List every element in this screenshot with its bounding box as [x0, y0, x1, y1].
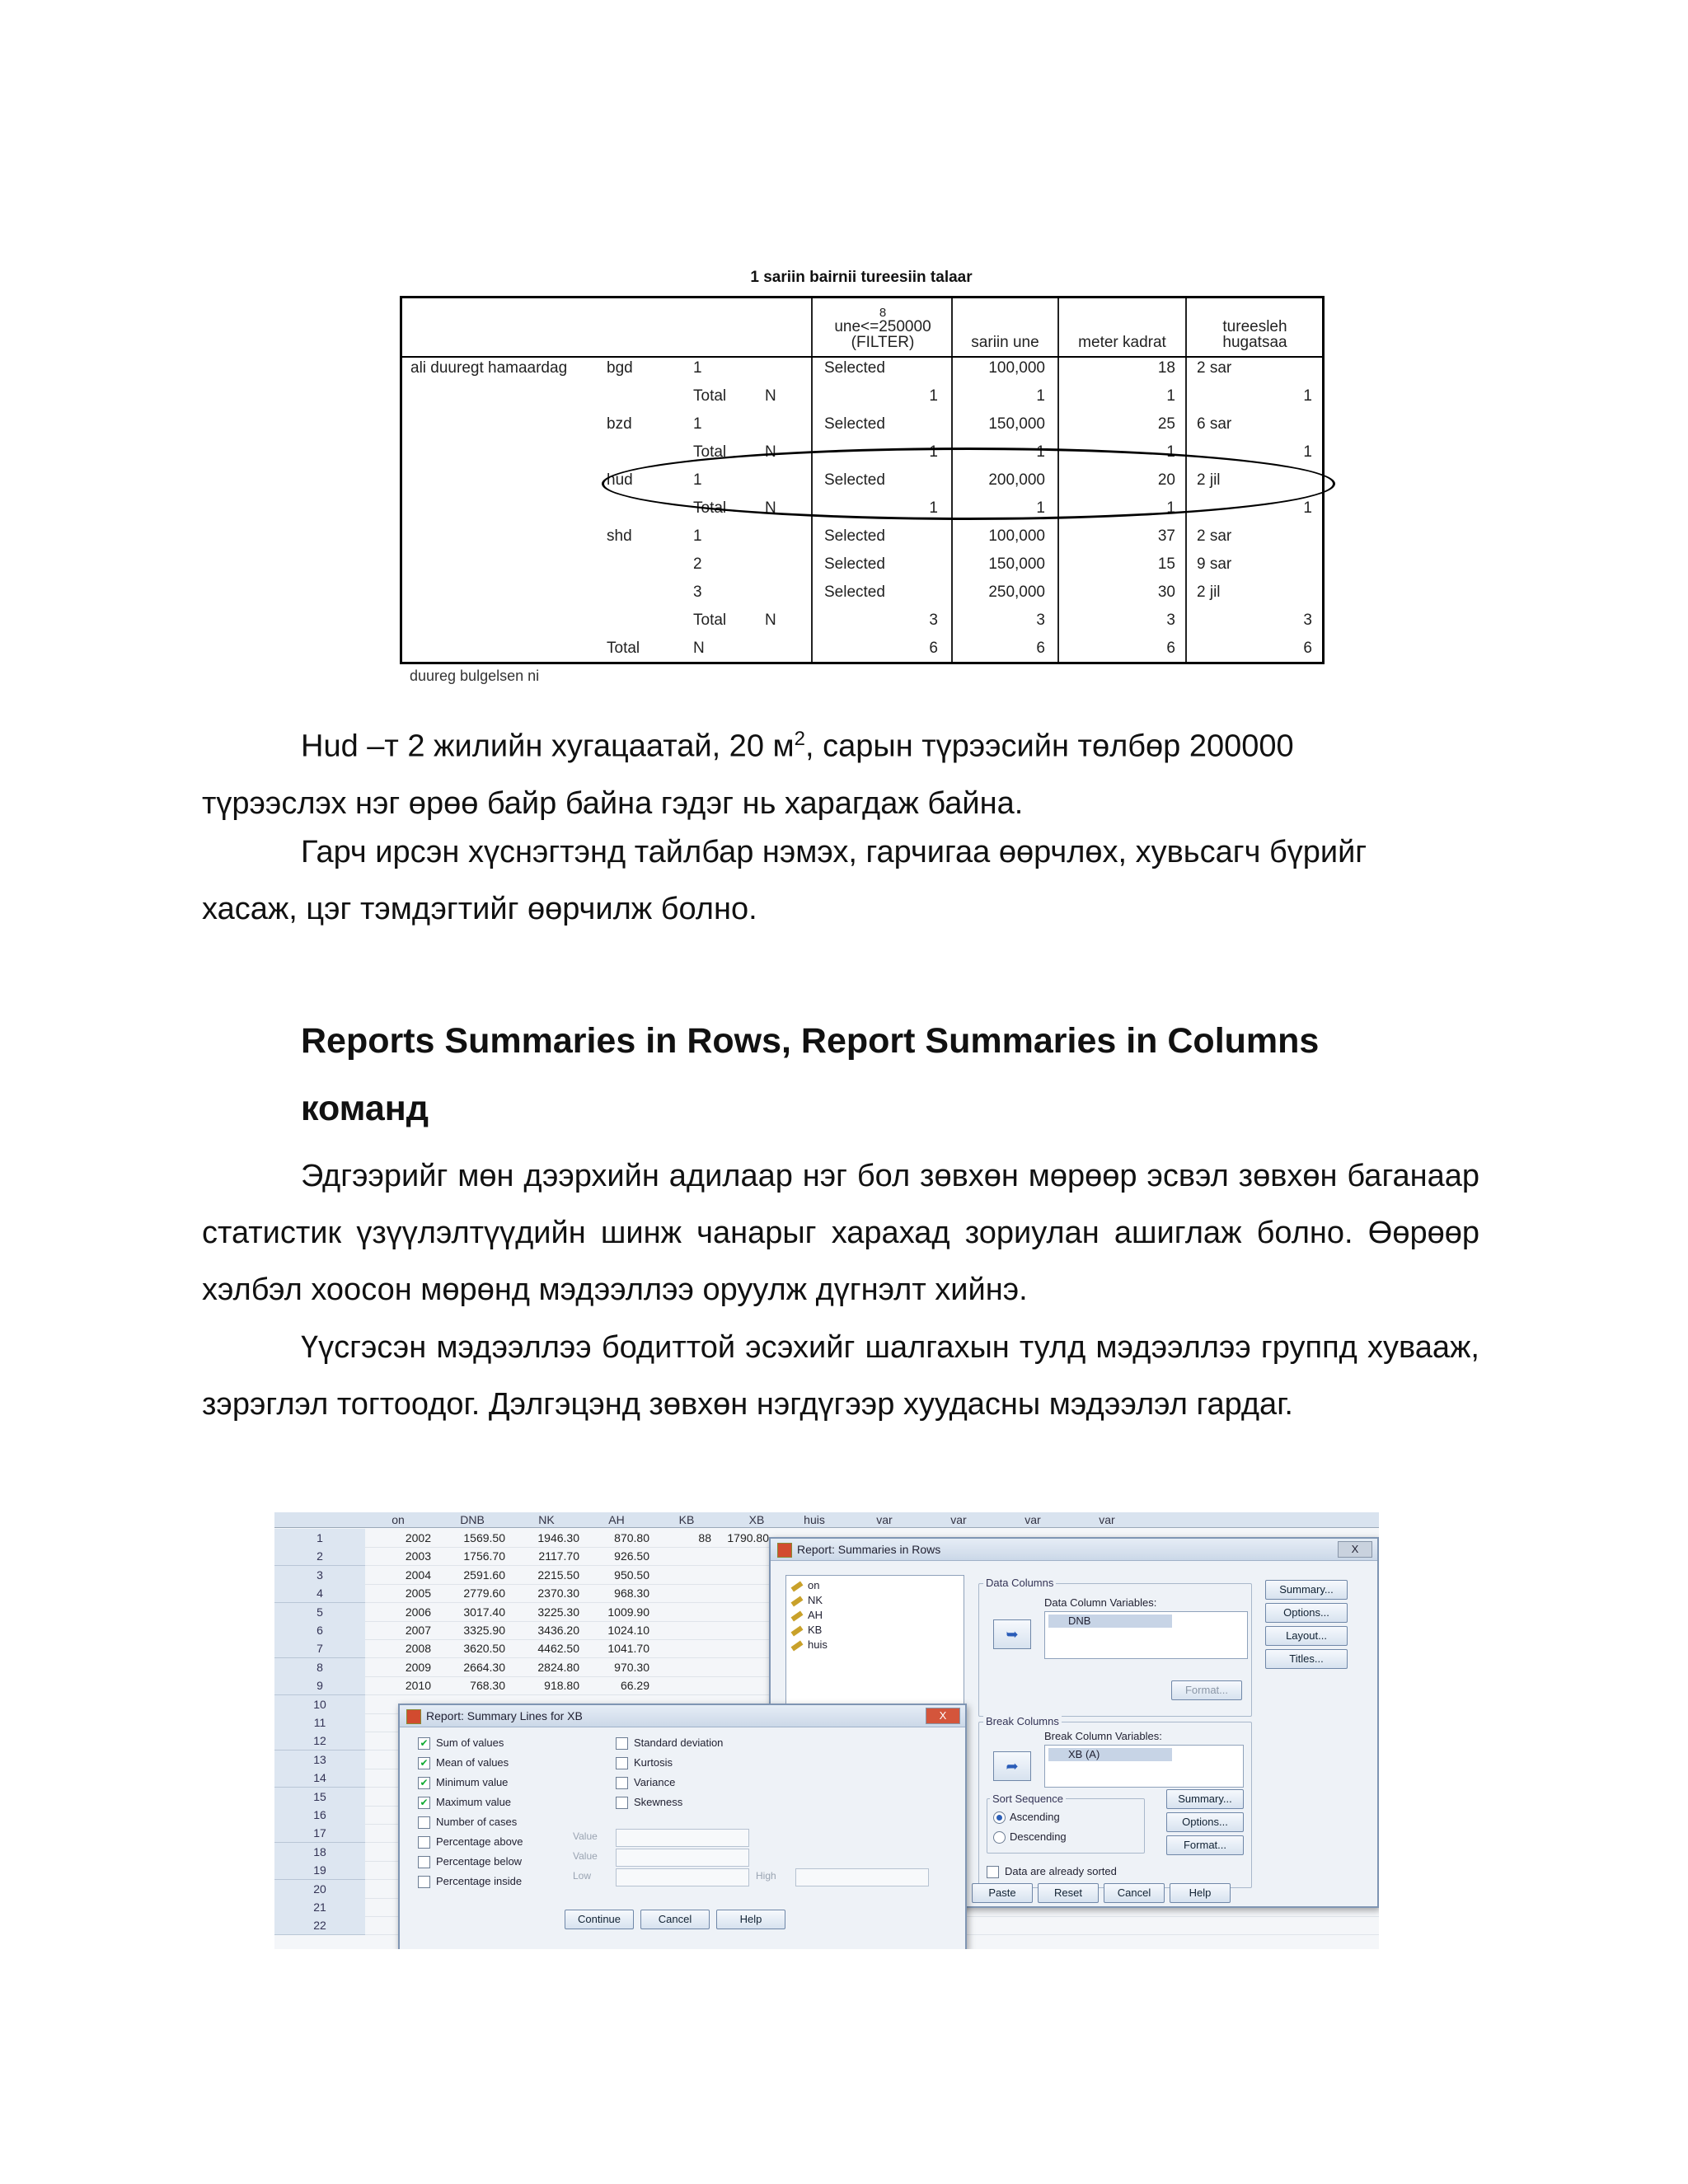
row-number[interactable]: 19: [274, 1861, 365, 1880]
cell-area: 37: [1157, 527, 1175, 545]
cell-area: 25: [1157, 415, 1175, 433]
cell-n: N: [765, 499, 776, 517]
cell-filter: Selected: [824, 415, 885, 433]
row-number[interactable]: 5: [274, 1603, 365, 1622]
cell-filter: Selected: [824, 527, 885, 545]
grid-cell[interactable]: 2117.70: [538, 1549, 579, 1563]
cell-price: 250,000: [988, 583, 1045, 601]
sort-sequence-label: Sort Sequence: [990, 1793, 1066, 1805]
cell-duration-n: 1: [1303, 443, 1312, 461]
grid-cell[interactable]: 4462.50: [537, 1642, 579, 1656]
summary-option-checkbox[interactable]: [616, 1756, 673, 1769]
summary-option-label: Number of cases: [436, 1816, 518, 1828]
summary-cancel-button[interactable]: Cancel: [640, 1910, 710, 1929]
summary-option-checkbox[interactable]: [418, 1816, 517, 1829]
descending-label: Descending: [1010, 1830, 1067, 1843]
cell-area: 30: [1157, 583, 1175, 601]
break-format-button[interactable]: Format...: [1166, 1835, 1244, 1855]
grid-cell[interactable]: 3325.90: [463, 1624, 505, 1637]
cell-filter: Selected: [824, 583, 885, 601]
row-number[interactable]: 11: [274, 1713, 365, 1732]
grid-cell[interactable]: 2003: [405, 1549, 431, 1563]
grid-cell[interactable]: 1009.90: [607, 1605, 649, 1619]
row-number[interactable]: 7: [274, 1639, 365, 1658]
break-options-button[interactable]: Options...: [1166, 1812, 1244, 1832]
summary-option-label: Kurtosis: [634, 1756, 673, 1769]
cell-n: N: [765, 612, 776, 629]
reset-button[interactable]: Reset: [1038, 1883, 1099, 1903]
row-number[interactable]: 21: [274, 1898, 365, 1917]
grid-column-header[interactable]: var: [1025, 1513, 1041, 1526]
grid-cell[interactable]: 2010: [405, 1679, 431, 1693]
row-number[interactable]: 16: [274, 1806, 365, 1825]
highlight-ellipse: [602, 448, 1335, 520]
move-to-data-columns-button[interactable]: ➥: [993, 1619, 1031, 1649]
summary-option-checkbox[interactable]: [418, 1875, 522, 1888]
sort-sequence-group: [987, 1798, 1145, 1854]
grid-cell[interactable]: 2824.80: [537, 1660, 579, 1674]
grid-cell[interactable]: 1946.30: [537, 1531, 579, 1544]
low-field[interactable]: [616, 1868, 749, 1886]
paragraph-2: [202, 824, 1479, 938]
row-number[interactable]: 13: [274, 1750, 365, 1769]
summary-option-label: Mean of values: [436, 1756, 509, 1769]
ascending-radio[interactable]: [993, 1811, 1060, 1824]
summary-option-checkbox[interactable]: [616, 1776, 675, 1789]
cell-filter: 6: [929, 640, 938, 657]
cell-case: Total: [693, 387, 727, 405]
grid-cell[interactable]: 870.80: [614, 1531, 649, 1544]
high-label: High: [756, 1870, 776, 1882]
report-title: 1 sariin bairnii tureesiin talaar: [750, 269, 973, 286]
header-price: sariin une: [971, 334, 1039, 351]
cell-district: bzd: [607, 415, 632, 433]
summary-option-label: Percentage above: [436, 1835, 523, 1848]
row-number[interactable]: 15: [274, 1788, 365, 1807]
summary-dialog-title: [400, 1705, 965, 1727]
descending-radio[interactable]: [993, 1830, 1067, 1844]
cancel-button[interactable]: Cancel: [1104, 1883, 1165, 1903]
row-number[interactable]: 3: [274, 1566, 365, 1585]
paragraph-3-text: Эдгээрийг мөн дээрхийн адилаар нэг бол зөвхөн мөрөөр эсвэл зөвхөн баганаар статистик үзүүлэлтүүдийн шинж чанарыг харахад зориулан ашиглаж болно. Өөрөөр хэлбэл хоосон мөрөнд мэдээллээ оруулж дүгнэлт хийнэ.: [202, 1159, 1479, 1307]
grid-cell[interactable]: 3017.40: [463, 1605, 505, 1619]
titles-button[interactable]: Titles...: [1265, 1649, 1348, 1669]
break-summary-button[interactable]: Summary...: [1166, 1789, 1244, 1809]
cell-area: 15: [1157, 555, 1175, 573]
summary-option-checkbox[interactable]: [616, 1736, 723, 1750]
paragraph-2-line-1: Гарч ирсэн хүснэгтэнд тайлбар нэмэх, гарчигаа өөрчлөх, хувьсагч бүрийг: [301, 835, 1367, 869]
grid-cell[interactable]: 2009: [405, 1660, 431, 1674]
close-button[interactable]: X: [1338, 1541, 1372, 1558]
dialog-title-text: Report: Summaries in Rows: [797, 1543, 941, 1556]
grid-column-header[interactable]: DNB: [460, 1513, 485, 1526]
cell-area: 18: [1157, 359, 1175, 377]
grid-cell[interactable]: 3436.20: [537, 1624, 579, 1637]
grid-cell[interactable]: 1041.70: [607, 1642, 649, 1656]
section-heading-line-2: команд: [301, 1089, 429, 1128]
variable-item[interactable]: KB: [808, 1624, 823, 1636]
format-button[interactable]: Format...: [1171, 1680, 1242, 1700]
cell-case: 1: [693, 359, 702, 377]
cell-n: N: [765, 443, 776, 461]
cell-duration: 6 sar: [1197, 415, 1232, 433]
cell-duration: 2 sar: [1197, 527, 1232, 545]
grid-column-header[interactable]: on: [392, 1513, 405, 1526]
value-below-field[interactable]: [616, 1849, 749, 1867]
summary-option-label: Variance: [634, 1776, 676, 1788]
cell-case: 3: [693, 583, 702, 601]
cell-filter: 1: [929, 443, 938, 461]
cell-case: 2: [693, 555, 702, 573]
row-number[interactable]: 12: [274, 1732, 365, 1750]
grid-column-header[interactable]: huis: [804, 1513, 825, 1526]
summary-option-label: Standard deviation: [634, 1736, 724, 1749]
cell-price: 3: [1036, 612, 1045, 629]
cell-duration: 2 jil: [1197, 583, 1221, 601]
break-column-list[interactable]: [1044, 1745, 1244, 1788]
cell-duration-n: 1: [1303, 499, 1312, 517]
grid-cell[interactable]: 66.29: [620, 1679, 649, 1693]
row-group-label: ali duuregt hamaardag: [410, 359, 568, 377]
report-icon: [777, 1543, 792, 1558]
summary-option-label: Skewness: [634, 1796, 683, 1808]
paragraph-1-line-1a: Hud –т 2 жилийн хугацаатай, 20 м: [301, 729, 795, 764]
grid-cell[interactable]: 2005: [405, 1586, 431, 1601]
summary-option-label: Percentage inside: [436, 1875, 523, 1887]
summary-option-label: Maximum value: [436, 1796, 512, 1808]
grid-cell[interactable]: 2002: [405, 1531, 431, 1544]
header-filter: une<=250000: [834, 318, 931, 335]
cell-district: Total: [607, 640, 640, 657]
cell-filter: 3: [929, 612, 938, 629]
summary-button[interactable]: Summary...: [1265, 1580, 1348, 1600]
cell-area: 1: [1166, 499, 1175, 517]
grid-column-header[interactable]: var: [1099, 1513, 1115, 1526]
cell-duration-n: 3: [1303, 612, 1312, 629]
row-number[interactable]: 22: [274, 1916, 365, 1935]
help-button[interactable]: Help: [1170, 1883, 1231, 1903]
grid-cell[interactable]: 1024.10: [607, 1624, 649, 1637]
cell-filter: Selected: [824, 359, 885, 377]
cell-duration-n: 1: [1303, 387, 1312, 405]
scale-variable-icon: [791, 1582, 804, 1592]
cell-filter: 1: [929, 499, 938, 517]
grid-cell[interactable]: 2004: [405, 1568, 431, 1582]
low-label: Low: [573, 1870, 592, 1882]
break-column-variables-label: Break Column Variables:: [1044, 1730, 1162, 1742]
variable-item[interactable]: huis: [808, 1638, 828, 1651]
grid-cell[interactable]: 88: [698, 1531, 711, 1544]
cell-filter: 1: [929, 387, 938, 405]
move-to-break-columns-button[interactable]: ➦: [993, 1751, 1031, 1781]
break-column-item[interactable]: XB (A): [1048, 1748, 1172, 1761]
grid-cell[interactable]: 768.30: [470, 1679, 505, 1693]
paragraph-1-line-1b: , сарын түрээсийн төлбөр 200000: [805, 729, 1294, 764]
header-area: meter kadrat: [1078, 334, 1166, 351]
header-filter-top: 8: [879, 306, 887, 320]
row-number[interactable]: 10: [274, 1695, 365, 1714]
value-label-below: Value: [573, 1850, 598, 1862]
grid-cell[interactable]: 2370.30: [537, 1586, 579, 1601]
options-button[interactable]: Options...: [1265, 1603, 1348, 1623]
grid-column-header[interactable]: var: [876, 1513, 893, 1526]
grid-cell[interactable]: 1790.80: [727, 1531, 769, 1544]
cell-price: 6: [1036, 640, 1045, 657]
scale-variable-icon: [791, 1641, 804, 1652]
layout-button[interactable]: Layout...: [1265, 1626, 1348, 1646]
cell-duration-n: 6: [1303, 640, 1312, 657]
section-heading: [301, 1007, 1496, 1142]
cell-case: Total: [693, 612, 727, 629]
section-heading-line-1: Reports Summaries in Rows, Report Summaries in Columns: [301, 1021, 1320, 1061]
cell-area: 20: [1157, 471, 1175, 489]
row-number[interactable]: 2: [274, 1547, 365, 1566]
grid-cell[interactable]: 918.80: [544, 1679, 579, 1693]
row-number[interactable]: 18: [274, 1843, 365, 1862]
cell-price: 100,000: [988, 527, 1045, 545]
cell-price: 150,000: [988, 555, 1045, 573]
cell-filter: Selected: [824, 471, 885, 489]
ascending-label: Ascending: [1010, 1811, 1060, 1823]
grid-column-header[interactable]: AH: [608, 1513, 625, 1526]
variable-item[interactable]: on: [808, 1579, 820, 1591]
grid-cell[interactable]: 2215.50: [537, 1568, 579, 1582]
cell-price: 1: [1036, 443, 1045, 461]
superscript: 2: [794, 728, 805, 750]
grid-cell[interactable]: 1756.70: [463, 1549, 505, 1563]
paste-button[interactable]: Paste: [972, 1883, 1033, 1903]
cell-case: N: [693, 640, 705, 657]
scale-variable-icon: [791, 1596, 804, 1607]
close-button[interactable]: X: [926, 1708, 960, 1724]
high-field[interactable]: [795, 1868, 929, 1886]
row-number[interactable]: 4: [274, 1584, 365, 1603]
cell-district: hud: [607, 471, 633, 489]
paragraph-1: [202, 710, 1479, 832]
row-number[interactable]: 1: [274, 1529, 365, 1548]
cell-area: 1: [1166, 387, 1175, 405]
continue-button[interactable]: Continue: [565, 1910, 634, 1929]
value-above-field[interactable]: [616, 1829, 749, 1847]
summary-option-checkbox[interactable]: [418, 1835, 523, 1849]
spss-screenshot: [274, 1512, 1379, 1949]
summary-lines-dialog: [398, 1704, 967, 1949]
summary-dialog-title-text: Report: Summary Lines for XB: [426, 1709, 583, 1722]
cell-case: 1: [693, 415, 702, 433]
report-footnote: duureg bulgelsen ni: [410, 668, 540, 684]
paragraph-4: [202, 1319, 1479, 1433]
grid-cell[interactable]: 2779.60: [463, 1586, 505, 1601]
row-number[interactable]: 17: [274, 1824, 365, 1843]
cell-case: 1: [693, 471, 702, 489]
cell-n: N: [765, 387, 776, 405]
grid-cell[interactable]: 2008: [405, 1642, 431, 1656]
cell-duration: 9 sar: [1197, 555, 1232, 573]
cell-price: 150,000: [988, 415, 1045, 433]
cell-area: 3: [1166, 612, 1175, 629]
summary-option-checkbox[interactable]: ✔ Minimum value: [418, 1776, 508, 1789]
row-number[interactable]: 6: [274, 1621, 365, 1640]
grid-cell[interactable]: 926.50: [614, 1549, 649, 1563]
cell-duration: 2 jil: [1197, 471, 1221, 489]
paragraph-4-text: Үүсгэсэн мэдээллээ бодиттой эсэхийг шалгахын тулд мэдээллээ группд хувааж, зэрэглэл тогтоодог. Дэлгэцэнд зөвхөн нэгдүгээр хуудасны мэдээлэл гардаг.: [202, 1330, 1479, 1422]
cell-case: Total: [693, 443, 727, 461]
dialog-title: [771, 1539, 1377, 1561]
summary-option-label: Percentage below: [436, 1855, 523, 1868]
grid-cell[interactable]: 950.50: [614, 1568, 649, 1582]
variable-item[interactable]: NK: [808, 1594, 823, 1606]
cell-price: 1: [1036, 499, 1045, 517]
grid-cell[interactable]: 2006: [405, 1605, 431, 1619]
already-sorted-checkbox[interactable]: [987, 1865, 1117, 1878]
break-columns-label: Break Columns: [983, 1715, 1062, 1727]
grid-cell[interactable]: 2664.30: [463, 1660, 505, 1674]
summary-option-checkbox[interactable]: [616, 1796, 682, 1809]
grid-cell[interactable]: 1569.50: [463, 1531, 505, 1544]
header-duration-sub: hugatsaa: [1222, 334, 1287, 351]
grid-cell[interactable]: 2007: [405, 1624, 431, 1637]
grid-cell[interactable]: 3620.50: [463, 1642, 505, 1656]
grid-column-header[interactable]: NK: [538, 1513, 555, 1526]
cell-area: 1: [1166, 443, 1175, 461]
cell-price: 100,000: [988, 359, 1045, 377]
variable-item[interactable]: AH: [808, 1609, 823, 1621]
cell-price: 200,000: [988, 471, 1045, 489]
cell-area: 6: [1166, 640, 1175, 657]
row-number[interactable]: 20: [274, 1880, 365, 1899]
scale-variable-icon: [791, 1611, 804, 1622]
grid-cell[interactable]: 2591.60: [463, 1568, 505, 1582]
header-divider: [402, 356, 1322, 358]
cell-filter: Selected: [824, 555, 885, 573]
summary-option-label: Sum of values: [436, 1736, 504, 1749]
row-number[interactable]: 9: [274, 1676, 365, 1695]
already-sorted-label: Data are already sorted: [1005, 1865, 1117, 1877]
summary-option-checkbox[interactable]: ✔ Maximum value: [418, 1796, 511, 1809]
row-number[interactable]: 14: [274, 1769, 365, 1788]
grid-cell[interactable]: 968.30: [614, 1586, 649, 1601]
grid-cell[interactable]: 970.30: [614, 1660, 649, 1674]
grid-header: [274, 1512, 1379, 1528]
data-column-variables-label: Data Column Variables:: [1044, 1596, 1157, 1609]
paragraph-1-line-2: түрээслэх нэг өрөө байр байна гэдэг нь харагдаж байна.: [202, 785, 1024, 821]
cell-duration: 2 sar: [1197, 359, 1232, 377]
row-number[interactable]: 8: [274, 1658, 365, 1677]
cell-district: shd: [607, 527, 632, 545]
paragraph-2-line-2: хасаж, цэг тэмдэгтийг өөрчилж болно.: [202, 892, 757, 926]
grid-column-header[interactable]: var: [950, 1513, 967, 1526]
cell-case: Total: [693, 499, 727, 517]
cell-price: 1: [1036, 387, 1045, 405]
paragraph-3: [202, 1148, 1479, 1319]
summary-option-checkbox[interactable]: [418, 1855, 522, 1868]
grid-column-header[interactable]: KB: [678, 1513, 695, 1526]
data-column-item[interactable]: DNB: [1048, 1615, 1172, 1628]
grid-cell[interactable]: 3225.30: [537, 1605, 579, 1619]
grid-column-header[interactable]: XB: [748, 1513, 765, 1526]
scale-variable-icon: [791, 1626, 804, 1637]
summary-option-checkbox[interactable]: ✔ Mean of values: [418, 1756, 509, 1769]
data-column-list[interactable]: [1044, 1611, 1248, 1659]
summary-option-label: Minimum value: [436, 1776, 509, 1788]
header-duration: tureesleh: [1222, 318, 1287, 335]
report-icon: [406, 1709, 421, 1724]
cell-case: 1: [693, 527, 702, 545]
summary-help-button[interactable]: Help: [716, 1910, 785, 1929]
cell-district: bgd: [607, 359, 633, 377]
value-label-above: Value: [573, 1830, 598, 1842]
summary-option-checkbox[interactable]: ✔ Sum of values: [418, 1736, 504, 1750]
header-filter-sub: (FILTER): [851, 334, 915, 351]
data-columns-label: Data Columns: [983, 1577, 1056, 1589]
